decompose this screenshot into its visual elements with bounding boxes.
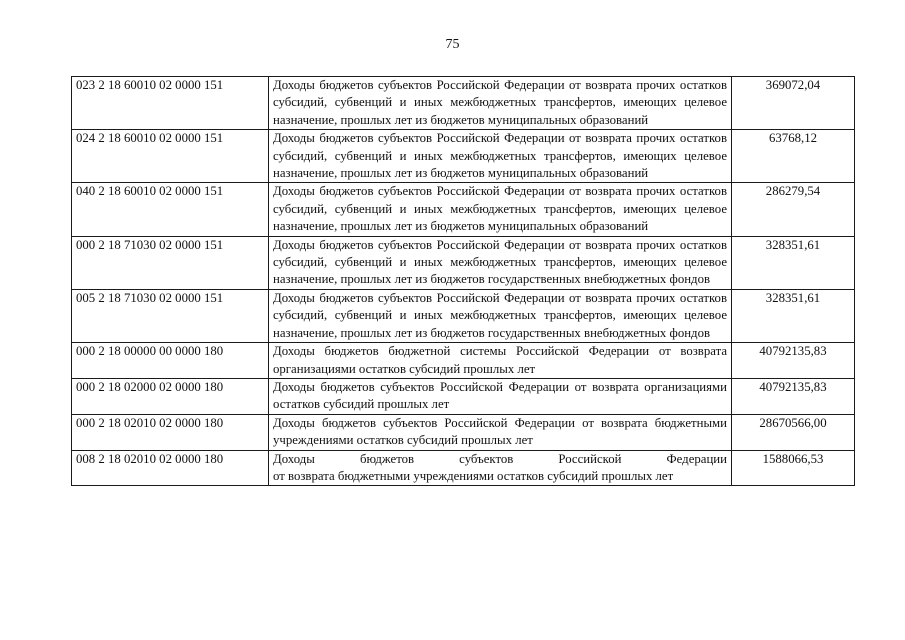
table-row — [72, 289, 855, 342]
amount-cell: 40792135,83 — [732, 343, 855, 379]
description-cell: Доходы бюджетов субъектов Российской Федерации от возврата прочих остатков субсидий, субвенций и иных межбюджетных трансфертов, имеющих целевое назначение, прошлых лет из бюджетов государственных внебюджетных фондов — [269, 289, 732, 342]
budget-income-table — [71, 76, 855, 486]
amount-cell: 328351,61 — [732, 236, 855, 289]
table-row — [72, 343, 855, 379]
description-cell: Доходы бюджетов субъектов Российской Федерации от возврата прочих остатков субсидий, субвенций и иных межбюджетных трансфертов, имеющих целевое назначение, прошлых лет из бюджетов муниципальных образований — [269, 77, 732, 130]
table-row — [72, 414, 855, 450]
table-row — [72, 450, 855, 486]
description-cell — [269, 450, 732, 486]
amount-cell: 286279,54 — [732, 183, 855, 236]
amount-cell: 28670566,00 — [732, 414, 855, 450]
description-cell: Доходы бюджетов субъектов Российской Федерации от возврата организациями остатков субсидий прошлых лет — [269, 378, 732, 414]
table-row — [72, 378, 855, 414]
table-row — [72, 77, 855, 130]
description-cell: Доходы бюджетов субъектов Российской Федерации от возврата бюджетными учреждениями остатков субсидий прошлых лет — [269, 414, 732, 450]
description-line: Доходы бюджетов субъектов Российской Федерации — [273, 451, 727, 466]
table-row — [72, 183, 855, 236]
budget-code-cell: 024 2 18 60010 02 0000 151 — [72, 130, 269, 183]
budget-code-cell: 008 2 18 02010 02 0000 180 — [72, 450, 269, 486]
budget-code-cell: 000 2 18 02000 02 0000 180 — [72, 378, 269, 414]
amount-cell: 1588066,53 — [732, 450, 855, 486]
table-row — [72, 236, 855, 289]
description-cell: Доходы бюджетов субъектов Российской Федерации от возврата прочих остатков субсидий, субвенций и иных межбюджетных трансфертов, имеющих целевое назначение, прошлых лет из бюджетов муниципальных образований — [269, 183, 732, 236]
budget-code-cell: 040 2 18 60010 02 0000 151 — [72, 183, 269, 236]
amount-cell: 40792135,83 — [732, 378, 855, 414]
description-line: от возврата бюджетными учреждениями остатков субсидий прошлых лет — [273, 468, 674, 483]
budget-code-cell: 000 2 18 00000 00 0000 180 — [72, 343, 269, 379]
description-cell: Доходы бюджетов бюджетной системы Российской Федерации от возврата организациями остатков субсидий прошлых лет — [269, 343, 732, 379]
amount-cell: 369072,04 — [732, 77, 855, 130]
table-row — [72, 130, 855, 183]
budget-code-cell: 000 2 18 71030 02 0000 151 — [72, 236, 269, 289]
description-cell: Доходы бюджетов субъектов Российской Федерации от возврата прочих остатков субсидий, субвенций и иных межбюджетных трансфертов, имеющих целевое назначение, прошлых лет из бюджетов муниципальных образований — [269, 130, 732, 183]
amount-cell: 63768,12 — [732, 130, 855, 183]
budget-code-cell: 023 2 18 60010 02 0000 151 — [72, 77, 269, 130]
budget-code-cell: 005 2 18 71030 02 0000 151 — [72, 289, 269, 342]
description-cell: Доходы бюджетов субъектов Российской Федерации от возврата прочих остатков субсидий, субвенций и иных межбюджетных трансфертов, имеющих целевое назначение, прошлых лет из бюджетов государственных внебюджетных фондов — [269, 236, 732, 289]
page-number: 75 — [445, 37, 460, 52]
amount-cell: 328351,61 — [732, 289, 855, 342]
budget-code-cell: 000 2 18 02010 02 0000 180 — [72, 414, 269, 450]
